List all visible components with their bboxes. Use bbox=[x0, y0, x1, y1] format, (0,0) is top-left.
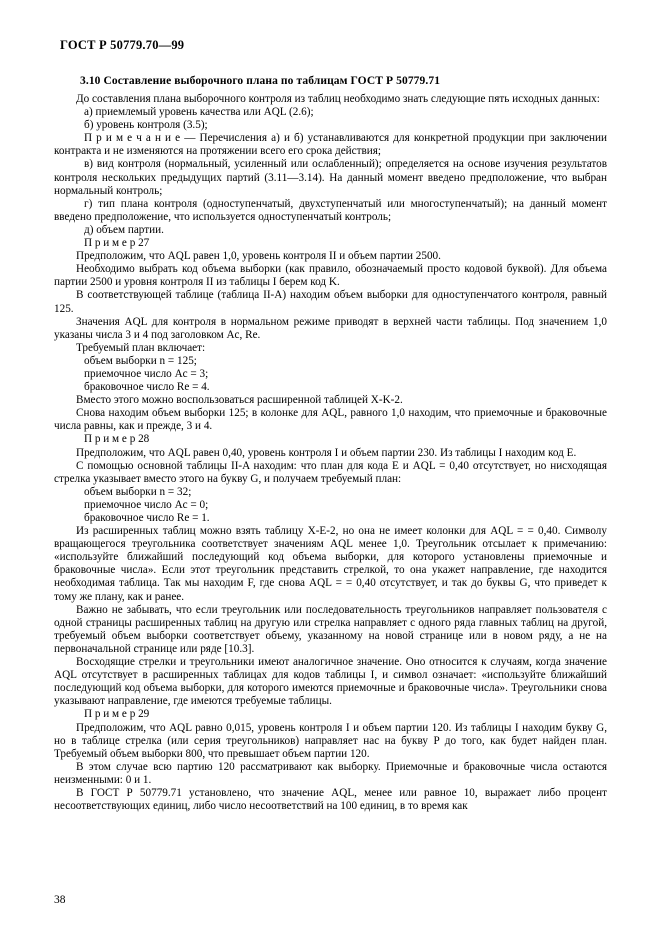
paragraph: Предположим, что AQL равно 0,015, уровень контроля I и объем партии 120. Из таблицы I находим букву G, но в таблице стрелка (или серия треугольников) направляет нас на букву P до того, как будет найден план. Требуемый объем выборки 800, что превышает объем партии 120. bbox=[54, 721, 607, 760]
paragraph: браковочное число Re = 4. bbox=[84, 381, 210, 394]
paragraph: Предположим, что AQL равен 1,0, уровень контроля II и объем партии 2500. bbox=[76, 250, 441, 263]
paragraph: Снова находим объем выборки 125; в колонке для AQL, равного 1,0 находим, что приемочные и браковочные числа равны, как и прежде, 3 и 4. bbox=[54, 407, 607, 433]
paragraph-note: П р и м е ч а н и е — Перечисления а) и б) устанавливаются для конкретной продукции при заключении контракта и не изменяются на протяжении всего его срока действия; bbox=[54, 132, 607, 158]
paragraph: В ГОСТ Р 50779.71 установлено, что значение AQL, менее или равное 10, выражает либо процент несоответствующих единиц, либо число несоответствий на 100 единиц, в то время как bbox=[54, 786, 607, 813]
paragraph: б) уровень контроля (3.5); bbox=[84, 119, 208, 132]
paragraph: браковочное число Re = 1. bbox=[84, 512, 210, 524]
paragraph: д) объем партии. bbox=[84, 223, 164, 236]
paragraph: объем выборки n = 125; bbox=[84, 354, 197, 367]
example-label: П р и м е р 27 bbox=[84, 237, 150, 250]
paragraph: Из расширенных таблиц можно взять таблицу X-E-2, но она не имеет колонки для AQL = = 0,40. Символу вращающегося треугольника соответствует значениям AQL менее 1,0. Треугольник отсылает к примечанию: «используйте ближайший последующий код объема выборки, для которого установлены приемочные и браковочные числа». Если этот треугольник представить стрелкой, то она укажет направление, где находится необходимая таблица. Так мы находим F, где снова AQL = = 0,40 отсутствует, и так до буквы G, что приведет к тому же плану, как и ранее. bbox=[54, 525, 607, 603]
paragraph: С помощью основной таблицы II-A находим: что план для кода E и AQL = 0,40 отсутствует, но нисходящая стрелка указывает вместо этого на букву G, и получаем требуемый план: bbox=[54, 459, 607, 485]
paragraph: Значения AQL для контроля в нормальном режиме приводят в верхней части таблицы. Под значением 1,0 указаны числа 3 и 4 под заголовком Ac, Re. bbox=[54, 315, 607, 341]
paragraph: г) тип плана контроля (одноступенчатый, двухступенчатый или многоступенчатый); на данный момент введено предположение, что используется одноступенчатый контроль; bbox=[54, 197, 607, 223]
paragraph: в) вид контроля (нормальный, усиленный или ослабленный); определяется на основе изучения результатов контроля нескольких предыдущих партий (3.11—3.14). На данный момент введено предположение, что выбран нормальный контроль; bbox=[54, 158, 607, 197]
paragraph: До составления плана выборочного контроля из таблиц необходимо знать следующие пять исходных данных: bbox=[76, 93, 600, 105]
paragraph: Восходящие стрелки и треугольники имеют аналогичное значение. Оно относится к случаям, когда значение AQL отсутствует в расширенных таблицах для кодов таблицы I, и символ означает: «используйте ближайший последующий код объема выборки, для которого имеются приемочные и браковочные числа». Треугольники снова указывают направление, где имеются требуемые таблицы. bbox=[54, 656, 607, 708]
paragraph: Важно не забывать, что если треугольник или последовательность треугольников направляет пользователя с одной страницы расширенных таблиц на другую или стрелка направляет с одного ряда главных таблиц на другой, требуемый объем выборки соответствует объему, указанному на новой странице или в новом ряду, а не на первоначальной странице или ряде [10.3]. bbox=[54, 603, 607, 655]
document-body bbox=[54, 93, 607, 813]
paragraph: В этом случае всю партию 120 рассматривают как выборку. Приемочные и браковочные числа остаются неизменными: 0 и 1. bbox=[54, 760, 607, 786]
paragraph: приемочное число Ac = 3; bbox=[84, 367, 209, 380]
section-title: 3.10 Составление выборочного плана по таблицам ГОСТ Р 50779.71 bbox=[80, 75, 441, 87]
page-number: 38 bbox=[54, 894, 66, 906]
paragraph: В соответствующей таблице (таблица II-A) находим объем выборки для одноступенчатого контроля, равный 125. bbox=[54, 289, 607, 315]
example-label: П р и м е р 29 bbox=[84, 708, 150, 721]
document-header: ГОСТ Р 50779.70—99 bbox=[60, 38, 185, 52]
paragraph: Необходимо выбрать код объема выборки (как правило, обозначаемый просто кодовой буквой). Для объема партии 2500 и уровня контроля II из таблицы I берем код K. bbox=[54, 263, 607, 289]
example-label: П р и м е р 28 bbox=[84, 433, 150, 446]
paragraph: объем выборки n = 32; bbox=[84, 485, 192, 498]
paragraph: Требуемый план включает: bbox=[76, 341, 206, 354]
paragraph: Вместо этого можно воспользоваться расширенной таблицей X-K-2. bbox=[76, 394, 403, 407]
paragraph: Предположим, что AQL равен 0,40, уровень контроля I и объем партии 230. Из таблицы I находим код E. bbox=[76, 446, 577, 459]
paragraph: приемочное число Ac = 0; bbox=[84, 498, 209, 511]
paragraph: а) приемлемый уровень качества или AQL (2.6); bbox=[84, 106, 314, 119]
